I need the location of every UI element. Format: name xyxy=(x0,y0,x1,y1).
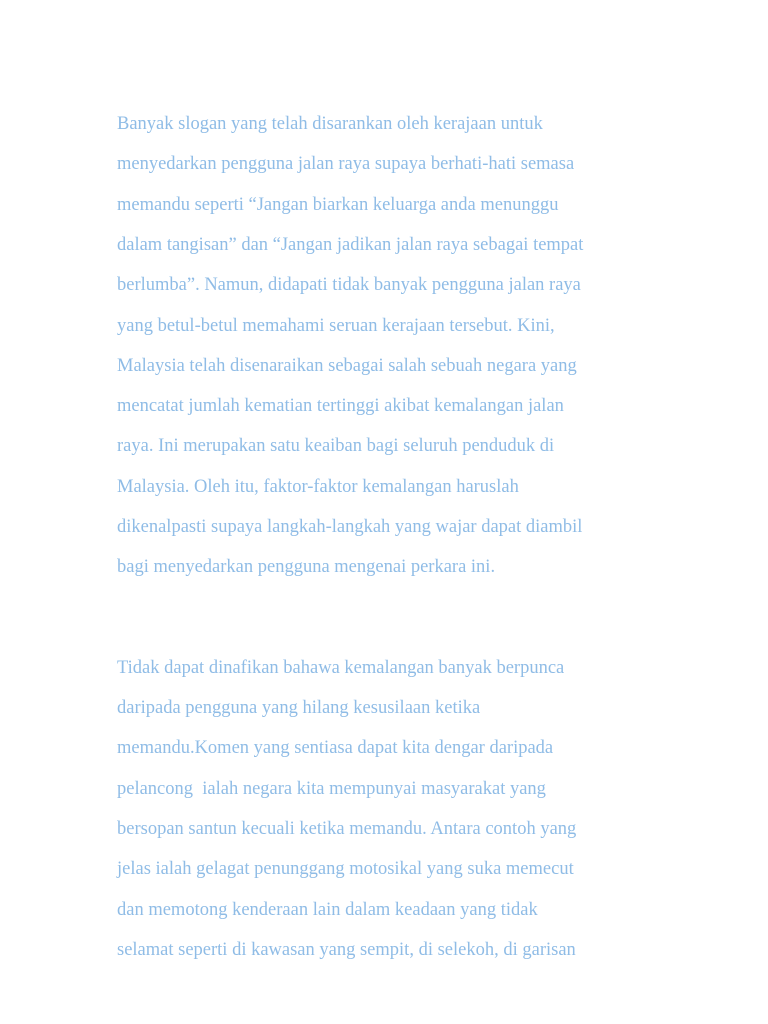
text-line: selamat seperti di kawasan yang sempit, di selekoh, di garisan xyxy=(117,940,576,960)
text-line: bersopan santun kecuali ketika memandu. Antara contoh yang xyxy=(117,819,577,839)
text-line: jelas ialah gelagat penunggang motosikal yang suka memecut xyxy=(117,859,574,879)
text-line: Tidak dapat dinafikan bahawa kemalangan banyak berpunca xyxy=(117,658,565,678)
text-line: dalam tangisan” dan “Jangan jadikan jalan raya sebagai tempat xyxy=(117,235,584,255)
text-line: dan memotong kenderaan lain dalam keadaan yang tidak xyxy=(117,900,538,920)
text-line: berlumba”. Namun, didapati tidak banyak pengguna jalan raya xyxy=(117,275,581,295)
text-line: memandu.Komen yang sentiasa dapat kita dengar daripada xyxy=(117,738,554,758)
text-line: pelancong ialah negara kita mempunyai masyarakat yang xyxy=(117,779,546,799)
text-line: Malaysia. Oleh itu, faktor-faktor kemalangan haruslah xyxy=(117,477,519,497)
text-line: mencatat jumlah kematian tertinggi akibat kemalangan jalan xyxy=(117,396,564,416)
text-line: dikenalpasti supaya langkah-langkah yang wajar dapat diambil xyxy=(117,517,583,537)
text-line: yang betul-betul memahami seruan kerajaan tersebut. Kini, xyxy=(117,316,555,336)
text-line: bagi menyedarkan pengguna mengenai perkara ini. xyxy=(117,557,496,577)
text-line: menyedarkan pengguna jalan raya supaya berhati-hati semasa xyxy=(117,154,575,174)
text-line: raya. Ini merupakan satu keaiban bagi seluruh penduduk di xyxy=(117,436,555,456)
text-line: Malaysia telah disenaraikan sebagai salah sebuah negara yang xyxy=(117,356,577,376)
text-line: memandu seperti “Jangan biarkan keluarga anda menunggu xyxy=(117,195,559,215)
text-line: Banyak slogan yang telah disarankan oleh kerajaan untuk xyxy=(117,114,543,134)
text-line: daripada pengguna yang hilang kesusilaan ketika xyxy=(117,698,481,718)
